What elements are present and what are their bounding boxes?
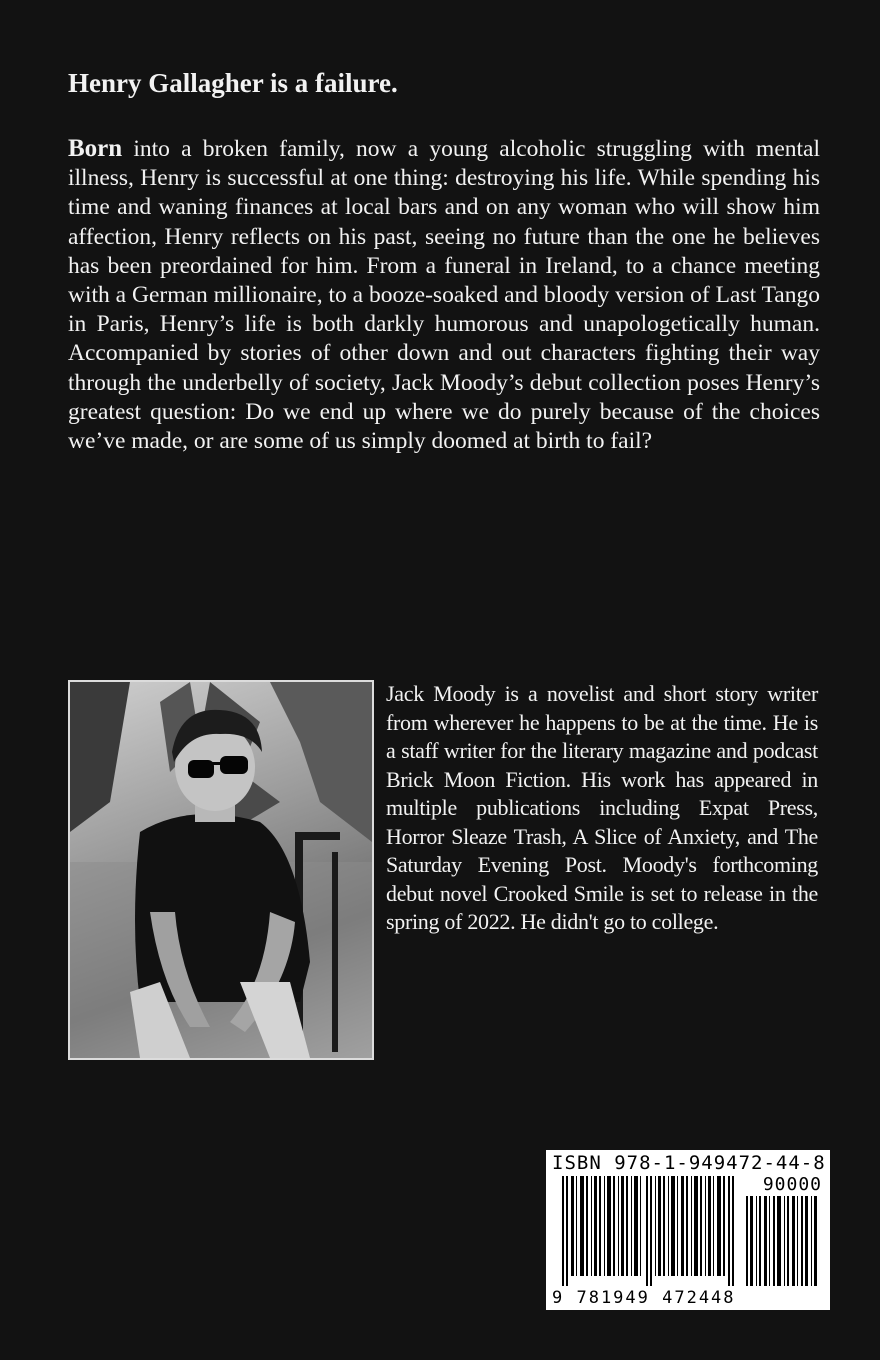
barcode-main-bars — [562, 1176, 742, 1286]
barcode-addon-bars — [746, 1196, 822, 1286]
blurb-lead-word: Born — [68, 135, 123, 162]
isbn-label: ISBN 978-1-949472-44-8 — [552, 1152, 826, 1174]
author-photo — [68, 680, 374, 1060]
blurb — [68, 134, 820, 456]
ean-digits: 9 781949 472448 — [552, 1288, 736, 1308]
blurb-text: into a broken family, now a young alcoholic struggling with mental illness, Henry is successful at one thing: destroying his life. While spending his time and waning finances at local bars and on any woman who will show him affection, Henry reflects on his past, seeing no future than the one he believes has been preordained for him. From a funeral in Ireland, to a chance meeting with a German millionaire, to a booze-soaked and bloody version of Last Tango in Paris, Henry’s life is both darkly humorous and unapologetically human. Accompanied by stories of other down and out characters fighting their way through the underbelly of society, Jack Moody’s debut collection poses Henry’s greatest question: Do we end up where we do purely because of the choices we’ve made, or are some of us simply doomed at birth to fail? — [68, 136, 820, 455]
headline: Henry Gallagher is a failure. — [68, 68, 398, 98]
price-code: 90000 — [762, 1174, 822, 1195]
author-photo-illustration — [70, 682, 372, 1058]
isbn-barcode — [546, 1150, 830, 1310]
author-bio: Jack Moody is a novelist and short story writer from wherever he happens to be at the time. He is a staff writer for the literary magazine and podcast Brick Moon Fiction. His work has appeared in multiple publications including Expat Press, Horror Sleaze Trash, A Slice of Anxiety, and The Saturday Evening Post. Moody's forthcoming debut novel Crooked Smile is set to release in the spring of 2022. He didn't go to college. — [386, 681, 818, 934]
